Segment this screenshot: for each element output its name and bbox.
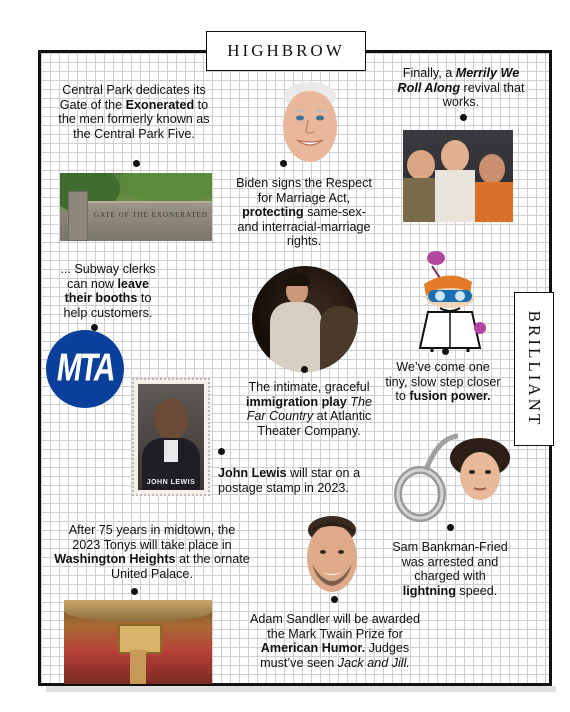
gate-text-bold: Exonerated (125, 97, 195, 112)
fusion-text-bold: fusion power. (409, 389, 491, 404)
subway-text-2: to help customers. (63, 291, 153, 320)
biden-text-bold: protecting (242, 205, 304, 220)
subway-text-bold: leave their booths (64, 276, 149, 306)
sbf-text-bold: lightning (402, 583, 456, 598)
gate-photo (60, 173, 212, 241)
merrily-person-2 (441, 140, 469, 172)
biden-caption (236, 176, 372, 249)
merrily-text-bold: Merrily We Roll Along (397, 66, 520, 95)
sandler-text-bold: American Humor. (260, 641, 366, 656)
merrily-shirt-3 (475, 182, 513, 222)
merrily-person-1 (407, 150, 435, 180)
stamp-name: JOHN LEWIS (146, 479, 196, 486)
subway-text-1: ... Subway clerks can now (60, 262, 156, 291)
tonys-text-1: After 75 years in midtown, the 2023 Tonys will take place in (68, 523, 236, 552)
play-actor-hair (284, 274, 310, 286)
sandler-dot (331, 596, 338, 603)
tonys-text-2: at the ornate United Palace. (111, 552, 250, 581)
play-dot (301, 366, 308, 373)
gate-caption (54, 83, 214, 141)
fusion-caption (384, 360, 502, 404)
lewis-text-bold: John Lewis (218, 466, 287, 480)
tonys-dot (131, 588, 138, 595)
sbf-caption (390, 540, 510, 598)
sbf-dot (447, 524, 454, 531)
gate-stone-wall (78, 201, 212, 237)
lewis-dot (218, 448, 225, 455)
gate-tree-2 (120, 173, 212, 203)
gate-text-2: to the men formerly known as the Central Park Five. (58, 97, 210, 141)
play-actor-2 (320, 306, 358, 372)
biden-face-illustration (278, 80, 342, 166)
play-actor-body (270, 302, 322, 372)
gate-dot (133, 160, 140, 167)
merrily-dot (460, 114, 467, 121)
dexter-cartoon (410, 248, 490, 352)
sandler-text-italic: Jack and Jill. (337, 655, 410, 670)
mta-logo (46, 330, 124, 408)
biden-text-2: same-sex- and interracial-marriage rights. (237, 205, 371, 249)
gate-pillar (68, 191, 88, 241)
sbf-text-2: speed. (455, 583, 498, 598)
subway-caption (56, 262, 160, 320)
stamp-collar (164, 440, 178, 462)
sandler-face-illustration (302, 514, 362, 600)
handcuffs-and-face (392, 424, 520, 528)
john-lewis-stamp (132, 378, 210, 496)
palace-ceiling (64, 600, 212, 622)
stamp-head (154, 398, 188, 440)
biden-text-1: Biden signs the Respect for Marriage Act, (236, 176, 372, 205)
play-caption (236, 380, 382, 438)
fusion-text-1: We’ve come one tiny, slow step closer to (385, 360, 501, 404)
tonys-caption (54, 523, 250, 581)
united-palace-photo (64, 600, 212, 684)
highbrow-label: HIGHBROW (206, 31, 366, 71)
mta-logo-text: MTA (53, 346, 117, 390)
stamp-image (138, 384, 204, 490)
play-text-2: at Atlantic Theater Company. (257, 409, 372, 438)
play-text-1: The intimate, graceful (248, 380, 370, 394)
gate-sign-text: GATE OF THE EXONERATED (94, 211, 208, 219)
sandler-caption (246, 612, 424, 670)
merrily-caption (396, 66, 526, 110)
biden-dot (280, 160, 287, 167)
board-shadow (46, 686, 556, 692)
brilliant-label (514, 292, 554, 446)
sbf-text-1: Sam Bankman-Fried was arrested and charged with (392, 540, 508, 584)
merrily-photo (403, 130, 513, 222)
lewis-text-1: will star on a postage stamp in 2023. (218, 466, 361, 495)
gate-text-1: Central Park dedicates its Gate of the (59, 83, 206, 112)
brilliant-label-text: BRILLIANT (525, 310, 544, 428)
fusion-dot (442, 348, 449, 355)
tonys-text-bold: Washington Heights (54, 552, 176, 567)
play-photo (252, 266, 358, 372)
sandler-text-2: Judges must’ve seen (260, 641, 410, 670)
merrily-text-2: revival that works. (442, 80, 525, 110)
sandler-text-1: Adam Sandler will be awarded the Mark Twain Prize for (249, 612, 421, 641)
merrily-person-3 (479, 154, 505, 184)
play-text-italic: The Far Country (246, 394, 372, 424)
merrily-text-1: Finally, a (402, 66, 456, 80)
palace-aisle (130, 650, 146, 684)
merrily-shirt-2 (435, 170, 475, 222)
play-text-bold: immigration play (246, 394, 347, 409)
lewis-caption (218, 466, 378, 495)
